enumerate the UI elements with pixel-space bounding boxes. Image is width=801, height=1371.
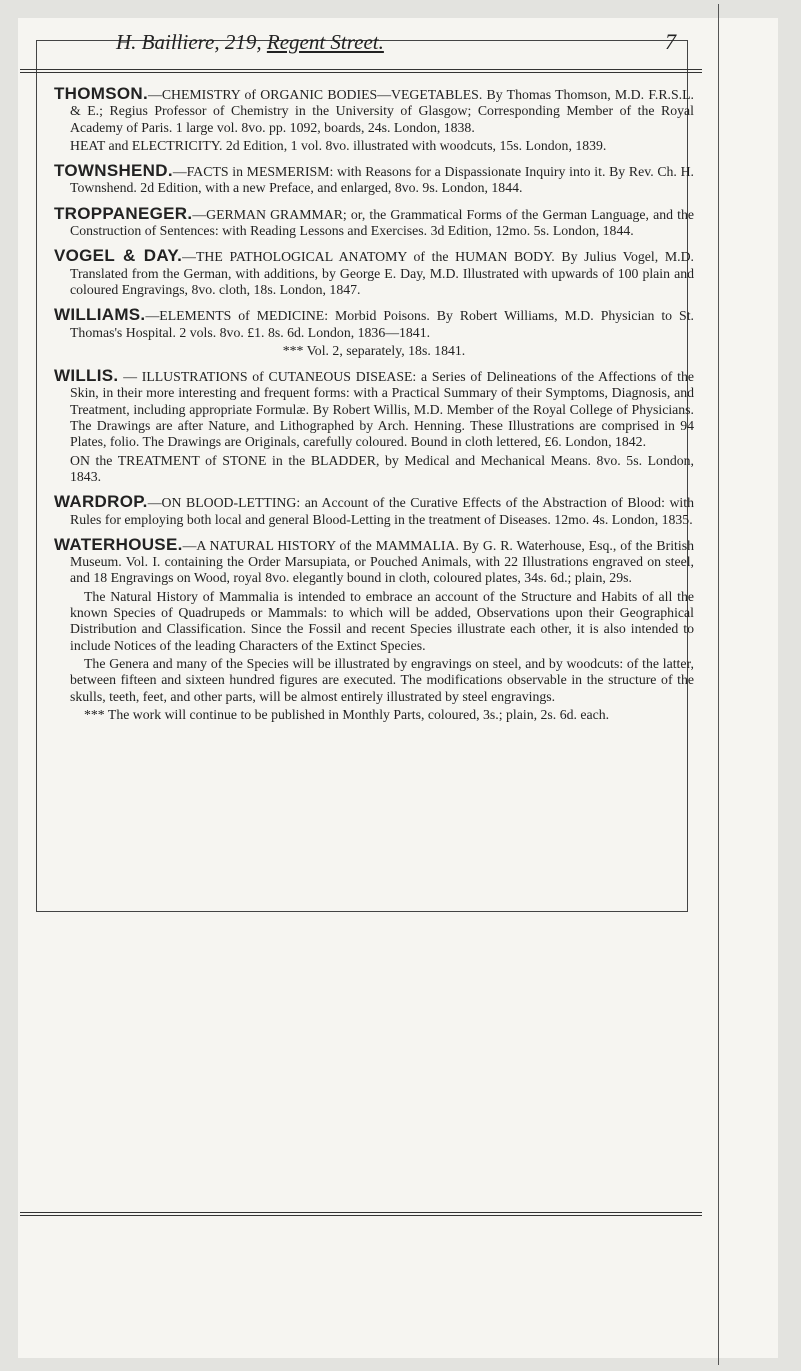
entry-lead: [54, 307, 694, 341]
entry-description: —A NATURAL HISTORY of the MAMMALIA. By G. R. Waterhouse, Esq., of the British Museum. Vol. I. containing the Order Marsupiata, or Pouched Animals, with 22 Illustrations engraved on steel, and 18 Engravings on Wood, royal 8vo. elegantly bound in cloth, coloured plates, 34s. 6d.; plain, 29s.: [70, 537, 694, 586]
entry-lead: [54, 494, 694, 528]
entry-author: THOMSON.: [54, 84, 149, 103]
entry-lead: [54, 203, 694, 240]
entry-description: —ON BLOOD-LETTING: an Account of the Curative Effects of the Abstraction of Blood: with Rules for employing both local and general Blood-Letting in the treatment of Diseases. 12mo. 4s. London, 1835.: [70, 495, 694, 527]
entry-troppaneger: [54, 203, 694, 240]
entry-author: WILLIS.: [54, 366, 119, 386]
entry-vogel-day: [54, 248, 694, 298]
entry-author: TROPPANEGER.: [54, 203, 193, 223]
entry-author: WILLIAMS.: [54, 305, 146, 325]
entry-description: —FACTS in MESMERISM: with Reasons for a Dispassionate Inquiry into it. By Rev. Ch. H. Townshend. 2d Edition, with a new Preface, and enlarged, 8vo. 9s. London, 1844.: [70, 164, 694, 196]
entry-wardrop: [54, 494, 694, 528]
publisher-line: [116, 30, 384, 55]
entry-lead: [54, 534, 694, 587]
entry-lead: [54, 86, 694, 136]
entry-lead: [54, 368, 694, 450]
catalogue-entries: [54, 86, 694, 732]
entry-subtitle: HEAT and ELECTRICITY. 2d Edition, 1 vol. 8vo. illustrated with woodcuts, 15s. London, 1839.: [70, 137, 607, 153]
entry-lead: [54, 163, 694, 197]
publisher-street: Regent Street.: [266, 29, 384, 54]
page-edge: [718, 4, 719, 1365]
publisher-name: H. Bailliere, 219,: [116, 29, 262, 54]
entry-body-paragraph: The Genera and many of the Species will be illustrated by engravings on steel, and by woodcuts: of the latter, between fifteen and sixteen hundred figures are executed. The modifications observable in the structure of the skulls, teeth, feet, and other parts, will be almost entirely illustrated by steel engravings.: [70, 655, 694, 704]
entry-author: WATERHOUSE.: [54, 534, 183, 554]
entry-author: VOGEL & DAY.: [54, 246, 183, 266]
footer-rule-double: [20, 1215, 702, 1216]
entry-thomson: [54, 86, 694, 154]
entry-description: —GERMAN GRAMMAR; or, the Grammatical Forms of the German Language, and the Construction of Sentences: with Reading Lessons and Exercises. 3d Edition, 12mo. 5s. London, 1844.: [70, 206, 694, 239]
entry-willis: [54, 368, 694, 485]
entry-author: WARDROP.: [54, 492, 148, 512]
header-rule: [20, 69, 702, 70]
entry-lead: [54, 248, 694, 298]
entry-description: —THE PATHOLOGICAL ANATOMY of the HUMAN BODY. By Julius Vogel, M.D. Translated from the German, with additions, by George E. Day, M.D. Illustrated with upwards of 100 plain and coloured Engravings, 8vo. cloth, 18s. London, 1847.: [70, 249, 694, 297]
entry-waterhouse: [54, 534, 694, 723]
entry-description: — ILLUSTRATIONS of CUTANEOUS DISEASE: a Series of Delineations of the Affections of the Skin, in their more interesting and frequent forms: with a Practical Summary of their Symptoms, Diagnosis, and Treatment, including appropriate Formulæ. By Robert Willis, M.D. Member of the Royal College of Physicians. The Drawings are after Nature, and Lithographed by Arch. Henning. These Illustrations are comprised in 94 Plates, folio. The Drawings are Originals, carefully coloured. Bound in cloth lettered, £6. London, 1842.: [70, 369, 694, 450]
entry-note: *** Vol. 2, separately, 18s. 1841.: [282, 342, 466, 358]
entry-townshend: [54, 163, 694, 197]
entry-williams: [54, 307, 694, 359]
entry-subtitle: ON the TREATMENT of STONE in the BLADDER, by Medical and Mechanical Means. 8vo. 5s. London, 1843.: [70, 452, 694, 484]
header-rule-double: [20, 72, 702, 73]
entry-description: —CHEMISTRY of ORGANIC BODIES—VEGETABLES. By Thomas Thomson, M.D. F.R.S.L. & E.; Regius Professor of Chemistry in the University of Glasgow; Corresponding Member of the Royal Academy of Paris. 1 large vol. 8vo. pp. 1092, boards, 24s. London, 1838.: [70, 87, 694, 135]
footer-rule: [20, 1212, 702, 1213]
running-header: [72, 26, 684, 58]
entry-description: —ELEMENTS of MEDICINE: Morbid Poisons. By Robert Williams, M.D. Physician to St. Thomas's Hospital. 2 vols. 8vo. £1. 8s. 6d. London, 1836—1841.: [70, 308, 694, 340]
entry-body-paragraph: *** The work will continue to be published in Monthly Parts, coloured, 3s.; plain, 2s. 6d. each.: [84, 706, 610, 722]
page-number: 7: [665, 29, 676, 54]
entry-body-paragraph: The Natural History of Mammalia is intended to embrace an account of the Structure and Habits of all the known Species of Quadrupeds or Mammals: to which will be added, Observations upon their Geographical Distribution and Classification. Since the Fossil and recent Species illustrate each other, it is also intended to include Notices of the leading Characters of the Extinct Species.: [70, 588, 694, 653]
entry-author: TOWNSHEND.: [54, 161, 173, 181]
